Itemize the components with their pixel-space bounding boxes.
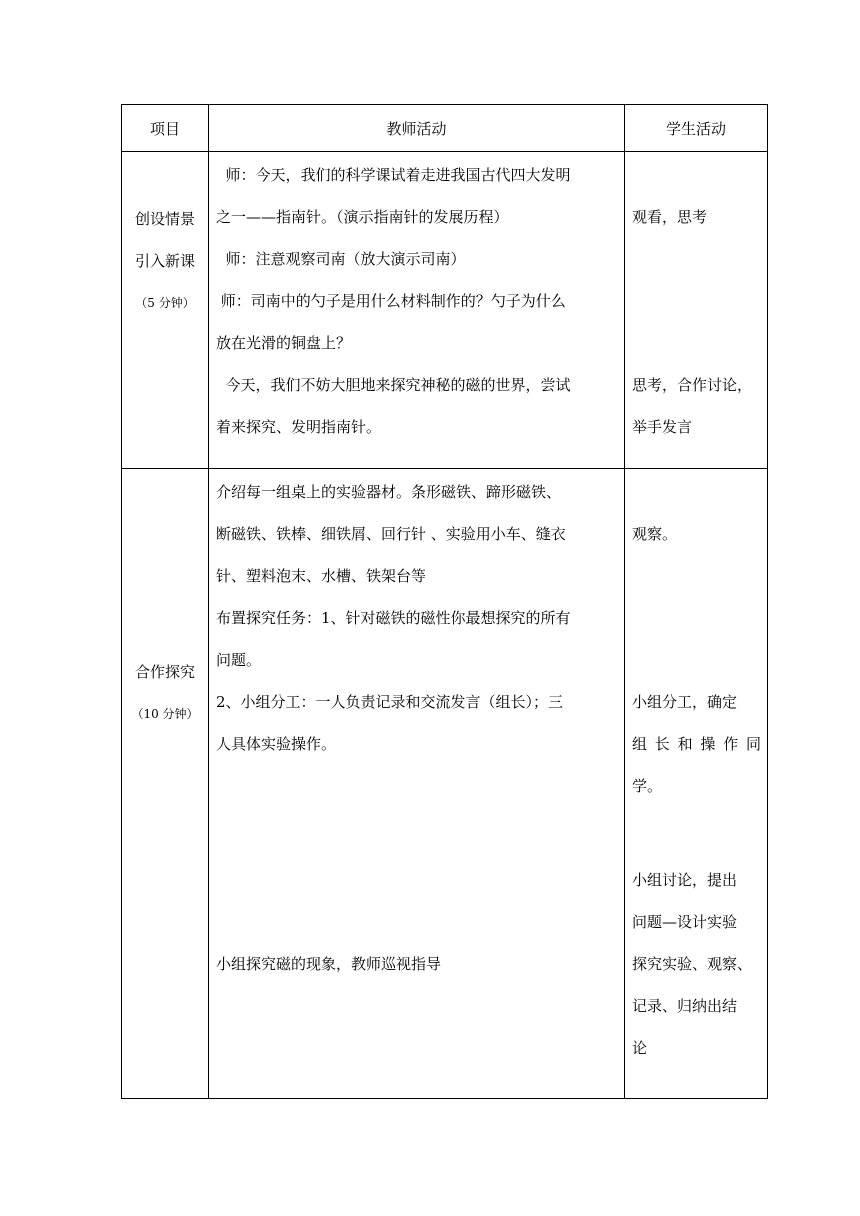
student-line: 小组讨论，提出 <box>632 871 738 889</box>
teacher-line: 师：注意观察司南（放大演示司南） <box>216 250 466 268</box>
teacher-line: 2、小组分工：一人负责记录和交流发言（组长）；三 <box>216 693 564 711</box>
lesson-plan-table <box>121 104 768 1099</box>
stage-label: 引入新课 <box>134 252 195 270</box>
teacher-line: 人具体实验操作。 <box>216 735 337 753</box>
teacher-line: 师：今天，我们的科学课试着走进我国古代四大发明 <box>216 166 571 184</box>
header-teacher-activity: 教师活动 <box>209 105 625 152</box>
teacher-line: 之一——指南针。（演示指南针的发展历程） <box>216 208 509 226</box>
teacher-line: 小组探究磁的现象，教师巡视指导 <box>216 955 442 973</box>
student-line: 论 <box>632 1039 648 1057</box>
teacher-line: 今天，我们不妨大胆地来探究神秘的磁的世界，尝试 <box>216 376 571 394</box>
student-line: 问题—设计实验 <box>632 913 738 931</box>
table-header-row <box>122 105 768 152</box>
teacher-line: 师：司南中的勺子是用什么材料制作的？勺子为什么 <box>216 292 566 310</box>
teacher-activity-cell <box>209 469 625 1099</box>
stage-cell <box>122 469 209 1099</box>
student-line: 举手发言 <box>632 418 693 436</box>
teacher-line: 断磁铁、铁棒、细铁屑、回行针 、实验用小车、缝衣 <box>216 525 566 543</box>
student-line: 组长和操作同 <box>632 735 761 753</box>
teacher-line: 介绍每一组桌上的实验器材。条形磁铁、蹄形磁铁、 <box>216 483 562 501</box>
student-line: 记录、归纳出结 <box>632 997 738 1015</box>
stage-label: 合作探究 <box>134 663 195 681</box>
teacher-line: 针、塑料泡末、水槽、铁架台等 <box>216 567 427 585</box>
student-line: 小组分工，确定 <box>632 693 738 711</box>
student-line: 观察。 <box>632 525 678 543</box>
student-line: 思考，合作讨论， <box>632 376 753 394</box>
student-activity-cell <box>625 152 768 469</box>
student-line: 学。 <box>632 777 663 795</box>
teacher-line: 着来探究、发明指南针。 <box>216 418 382 436</box>
teacher-activity-cell <box>209 152 625 469</box>
student-activity-cell <box>625 469 768 1099</box>
teacher-line: 布置探究任务：1、针对磁铁的磁性你最想探究的所有 <box>216 609 571 627</box>
teacher-line: 问题。 <box>216 651 262 669</box>
table-row <box>122 152 768 469</box>
stage-cell <box>122 152 209 469</box>
student-line: 观看，思考 <box>632 208 708 226</box>
teacher-line: 放在光滑的铜盘上？ <box>216 334 352 352</box>
table-row <box>122 469 768 1099</box>
header-student-activity: 学生活动 <box>625 105 768 152</box>
header-project: 项目 <box>122 105 209 152</box>
stage-duration: （5 分钟） <box>135 296 195 310</box>
stage-duration: （10 分钟） <box>131 707 199 721</box>
student-line: 探究实验、观察、 <box>632 955 753 973</box>
stage-label: 创设情景 <box>134 210 195 228</box>
